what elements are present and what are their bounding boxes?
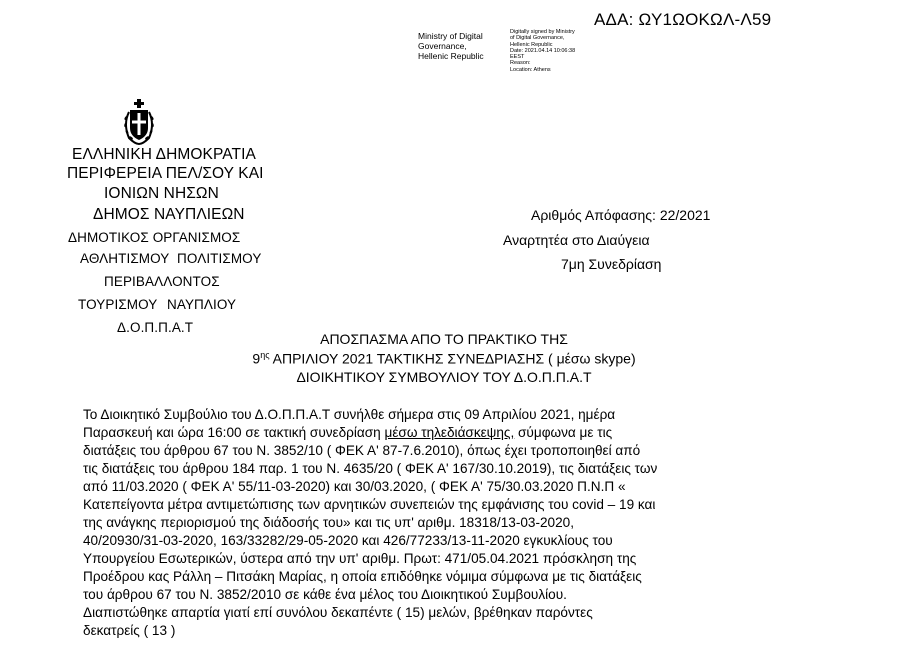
header-line-environment: ΠΕΡΙΒΑΛΛΟΝΤΟΣ	[104, 274, 220, 289]
extract-title-line2	[0, 350, 894, 367]
paragraph-line: Κατεπείγοντα μέτρα αντιμετώπισης των αρνητικών συνεπειών της εμφάνισης του covid – 19 και	[83, 497, 656, 512]
signature-details	[510, 29, 575, 73]
paragraph-line: Υπουργείου Εσωτερικών, ύστερα από την υπ' αριθμ. Πρωτ: 471/05.04.2021 πρόσκληση της	[83, 551, 637, 566]
signature-detail-line: Date: 2021.04.14 10:06:38	[510, 47, 576, 54]
header-line-islands: ΙΟΝΙΩΝ ΝΗΣΩΝ	[104, 185, 219, 202]
extract-title-line1: ΑΠΟΣΠΑΣΜΑ ΑΠΟ ΤΟ ΠΡΑΚΤΙΚΟ ΤΗΣ	[320, 331, 568, 347]
signature-detail-line: Reason:	[510, 60, 531, 67]
extract-title-line3: ΔΙΟΙΚΗΤΙΚΟΥ ΣΥΜΒΟΥΛΙΟΥ ΤΟΥ Δ.Ο.Π.Π.Α.Τ	[296, 369, 592, 385]
paragraph-line: τις διατάξεις του άρθρου 184 παρ. 1 του Ν. 4635/20 ( ΦΕΚ Α' 167/30.10.2019), τις διατάξεις των	[83, 461, 658, 476]
decision-session: 7μη Συνεδρίαση	[561, 256, 662, 272]
paragraph-line: δεκατρείς ( 13 )	[83, 623, 176, 638]
signature-detail-line: EEST	[510, 54, 525, 61]
signature-detail-line: Digitally signed by Ministry	[510, 29, 575, 35]
header-line-hellenic-republic: ΕΛΛΗΝΙΚΗ ΔΗΜΟΚΡΑΤΙΑ	[72, 146, 256, 163]
minutes-paragraph	[83, 406, 806, 640]
greek-coat-of-arms-icon	[121, 96, 157, 146]
signature-issuer	[418, 31, 484, 61]
header-line-organization: ΔΗΜΟΤΙΚΟΣ ΟΡΓΑΝΙΣΜΟΣ	[68, 230, 241, 245]
paragraph-line	[83, 424, 806, 442]
title-session-text: ΑΠΡΙΛΙΟΥ 2021 ΤΑΚΤΙΚΗΣ ΣΥΝΕΔΡΙΑΣΗΣ ( μέσω skype)	[269, 350, 636, 367]
ada-code: ΑΔΑ: ΩΥ1ΩΟΚΩΛ-Λ59	[594, 10, 772, 29]
paragraph-line: Προέδρου κας Ράλλη – Πιτσάκη Μαρίας, η οποία επιδόθηκε νόμιμα σύμφωνα με τις διατάξεις	[83, 569, 642, 584]
header-line-acronym: Δ.Ο.Π.Π.Α.Τ	[117, 320, 194, 335]
paragraph-line: Διαπιστώθηκε απαρτία γιατί επί συνόλου δεκαπέντε ( 15) μελών, βρέθηκαν παρόντες	[83, 605, 593, 620]
signature-detail-line: of Digital Governance,	[510, 35, 565, 42]
decision-number: Αριθμός Απόφασης: 22/2021	[531, 207, 711, 223]
paragraph-text: Παρασκευή και ώρα 16:00 σε τακτική συνεδρίαση	[83, 425, 385, 440]
paragraph-line: της ανάγκης περιορισμού της διάδοσής του» και τις υπ' αριθμ. 18318/13-03-2020,	[83, 515, 575, 530]
decision-posted-note: Αναρτητέα στο Διαύγεια	[503, 232, 650, 248]
header-line-municipality: ΔΗΜΟΣ ΝΑΥΠΛΙΕΩΝ	[93, 206, 245, 223]
header-line-sports-culture: ΑΘΛΗΤΙΣΜΟΥ ΠΟΛΙΤΙΣΜΟΥ	[80, 251, 262, 266]
paragraph-text: σύμφωνα με τις	[514, 425, 613, 440]
header-line-tourism: ΤΟΥΡΙΣΜΟΥ ΝΑΥΠΛΙΟΥ	[78, 297, 237, 312]
signature-detail-line: Hellenic Republic	[510, 41, 553, 48]
header-line-region: ΠΕΡΙΦΕΡΕΙΑ ΠΕΛ/ΣΟΥ ΚΑΙ	[67, 165, 264, 182]
underlined-teleconference: μέσω τηλεδιάσκεψης,	[384, 425, 515, 440]
paragraph-line: 40/20930/31-03-2020, 163/33282/29-05-2020 και 426/77233/13-11-2020 εγκυκλίους του	[83, 533, 613, 548]
paragraph-line: από 11/03.2020 ( ΦΕΚ Α' 55/11-03-2020) και 30/03.2020, ( ΦΕΚ Α' 75/30.03.2020 Π.Ν.Π «	[83, 479, 626, 494]
title-day: 9	[252, 350, 261, 367]
signature-issuer-line: Ministry of Digital	[418, 31, 483, 41]
paragraph-line: του άρθρου 67 του Ν. 3852/2010 σε κάθε ένα μέλος του Διοικητικού Συμβουλίου.	[83, 587, 567, 602]
paragraph-line: διατάξεις του άρθρου 67 του Ν. 3852/10 ( ΦΕΚ Α' 87-7.6.2010), όπως έχει τροποποιηθεί από	[83, 443, 641, 458]
signature-issuer-line: Governance,	[418, 41, 467, 51]
title-day-suffix: ης	[260, 350, 270, 360]
signature-issuer-line: Hellenic Republic	[418, 51, 484, 61]
paragraph-line: Το Διοικητικό Συμβούλιο του Δ.Ο.Π.Π.Α.Τ συνήλθε σήμερα στις 09 Απριλίου 2021, ημέρα	[83, 407, 616, 422]
signature-detail-line: Location: Athens	[510, 66, 551, 73]
